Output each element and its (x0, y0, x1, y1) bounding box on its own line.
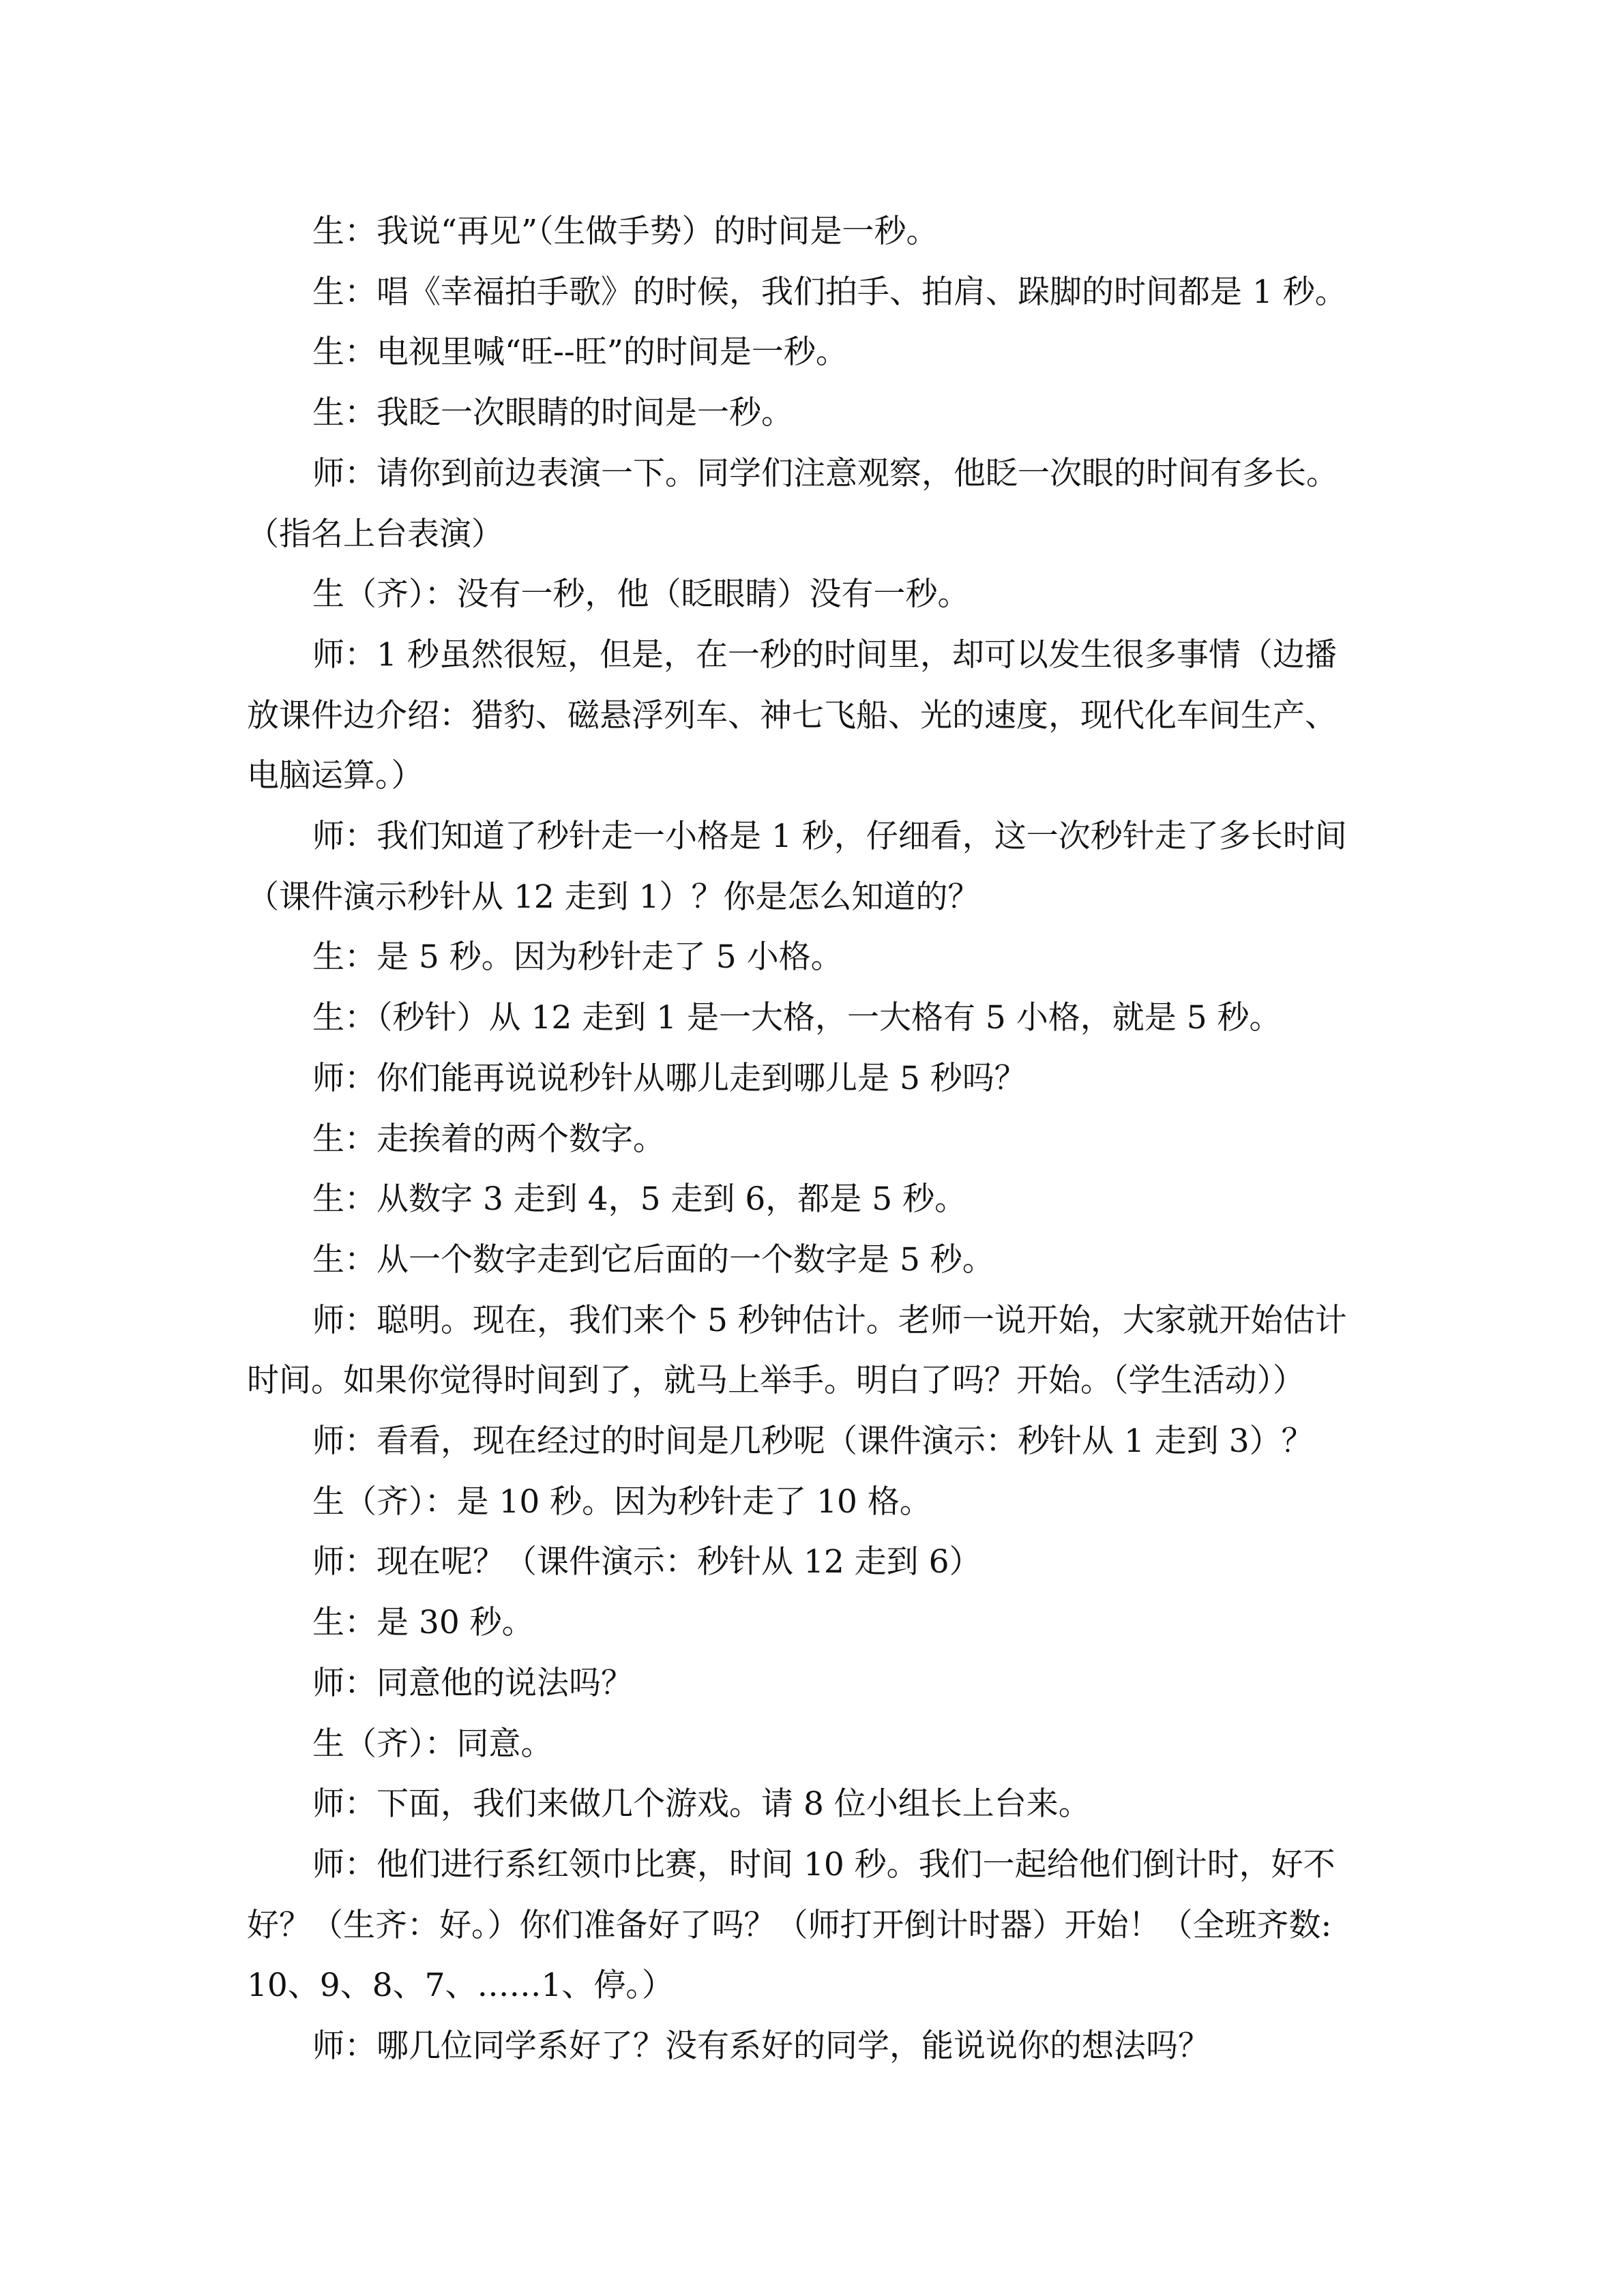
paragraph-line: 生：从一个数字走到它后面的一个数字是 5 秒。 (312, 1240, 994, 1279)
paragraph-continuation-line: （课件演示秒针从 12 走到 1）？你是怎么知道的？ (247, 878, 980, 916)
paragraph-line: 生：我说“再见”（生做手势）的时间是一秒。 (312, 213, 939, 250)
paragraph-continuation-line: 好？（生齐：好。）你们准备好了吗？（师打开倒计时器）开始！（全班齐数: (247, 1906, 1332, 1944)
paragraph-continuation-line: 电脑运算。） (247, 757, 424, 795)
paragraph-line: 师：你们能再说说秒针从哪儿走到哪儿是 5 秒吗？ (312, 1059, 1027, 1097)
paragraph-line: 师：请你到前边表演一下。同学们注意观察，他眨一次眼的时间有多长。 (312, 454, 1338, 492)
paragraph-line: 师：他们进行系红领巾比赛，时间 10 秒。我们一起给他们倒计时，好不 (312, 1845, 1335, 1883)
paragraph-line: 生：是 30 秒。 (312, 1604, 534, 1642)
paragraph-line: 生：从数字 3 走到 4，5 走到 6，都是 5 秒。 (312, 1180, 967, 1219)
paragraph-continuation-line: （指名上台表演） (247, 515, 503, 553)
paragraph-line: 生：走挨着的两个数字。 (312, 1120, 665, 1158)
paragraph-line: 师：我们知道了秒针走一小格是 1 秒，仔细看，这一次秒针走了多长时间 (312, 818, 1347, 855)
paragraph-line: 生：（秒针）从 12 走到 1 是一大格，一大格有 5 小格，就是 5 秒。 (312, 999, 1282, 1037)
paragraph-line: 生：电视里喊“旺--旺”的时间是一秒。 (312, 333, 848, 372)
paragraph-line: 生（齐）：是 10 秒。因为秒针走了 10 格。 (312, 1482, 932, 1521)
paragraph-line: 师：同意他的说法吗？ (312, 1664, 633, 1702)
paragraph-line: 师：聪明。现在，我们来个 5 秒钟估计。老师一说开始，大家就开始估计 (312, 1301, 1347, 1339)
paragraph-line: 师：1 秒虽然很短，但是，在一秒的时间里，却可以发生很多事情（边播 (312, 636, 1337, 674)
paragraph-line: 师：看看，现在经过的时间是几秒呢（课件演示：秒针从 1 走到 3）？ (312, 1422, 1314, 1460)
paragraph-line: 师：下面，我们来做几个游戏。请 8 位小组长上台来。 (312, 1785, 1091, 1823)
paragraph-line: 生：我眨一次眼睛的时间是一秒。 (312, 394, 793, 432)
paragraph-line: 师：哪几位同学系好了？没有系好的同学，能说说你的想法吗？ (312, 2027, 1210, 2065)
paragraph-line: 师：现在呢？（课件演示：秒针从 12 走到 6） (312, 1543, 981, 1581)
paragraph-line: 生：唱《幸福拍手歌》的时候，我们拍手、拍肩、跺脚的时间都是 1 秒。 (312, 273, 1347, 311)
paragraph-continuation-line: 放课件边介绍：猎豹、磁悬浮列车、神七飞船、光的速度，现代化车间生产、 (247, 696, 1337, 734)
paragraph-line: 生：是 5 秒。因为秒针走了 5 小格。 (312, 938, 843, 976)
paragraph-continuation-line: 时间。如果你觉得时间到了，就马上举手。明白了吗？开始。（学生活动）） (247, 1362, 1305, 1400)
paragraph-continuation-line: 10、9、8、7、……1、停。） (247, 1967, 674, 2005)
paragraph-line: 生（齐）：同意。 (312, 1725, 553, 1763)
paragraph-line: 生（齐）：没有一秒，他（眨眼睛）没有一秒。 (312, 576, 970, 614)
